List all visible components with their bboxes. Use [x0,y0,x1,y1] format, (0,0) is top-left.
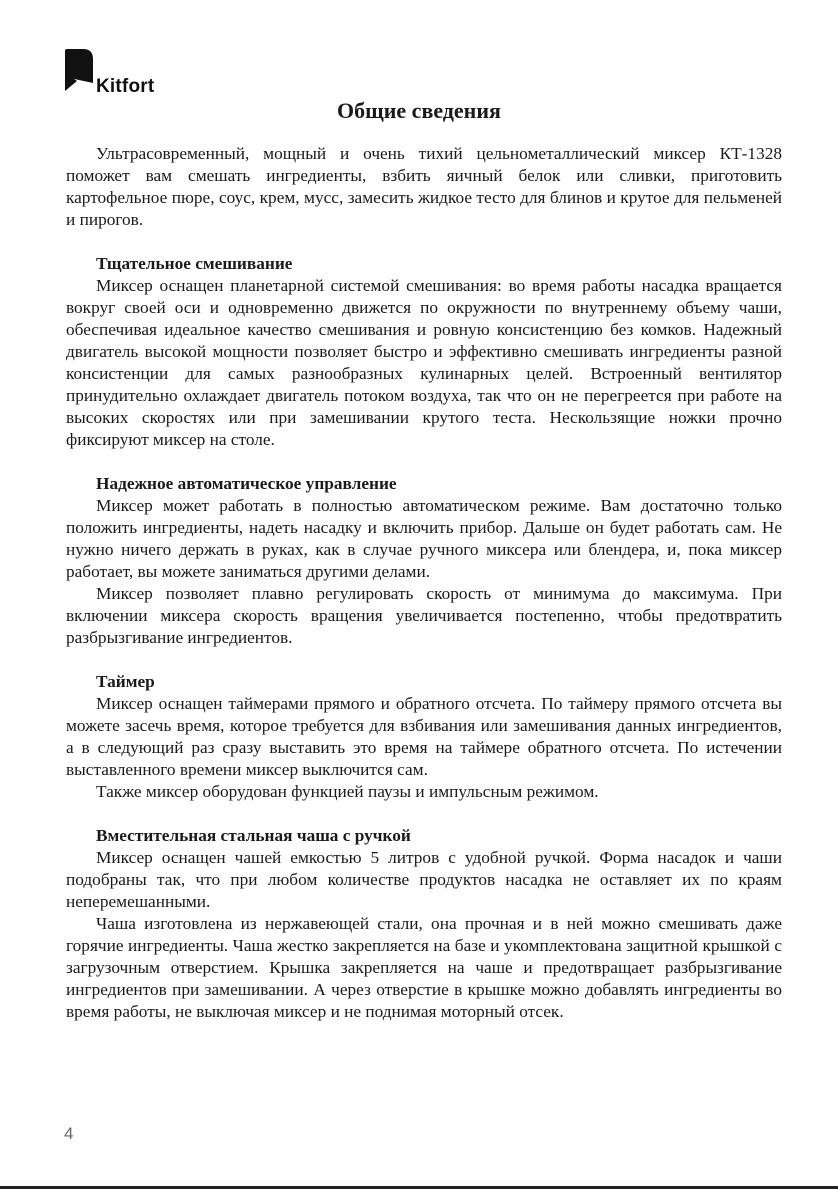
section-mixing-paragraph: Миксер оснащен планетарной системой смешивания: во время работы насадка вращается вокруг своей оси и одновременно движется по окружности по внутреннему объему чаши, обеспечивая идеальное качество смешивания и ровную консистенцию без комков. Надежный двигатель высокой мощности позволяет быстро и эффективно смешивать ингредиенты разной консистенции для самых разнообразных кулинарных целей. Встроенный вентилятор принудительно охлаждает двигатель потоком воздуха, так что он не перегреется при работе на высоких скоростях или при замешивании крутого теста. Нескользящие ножки прочно фиксируют миксер на столе. [66,276,782,449]
section-heading-timer: Таймер [96,672,155,691]
section-heading-mixing: Тщательное смешивание [96,254,293,273]
section-bowl-paragraph-1: Миксер оснащен чашей емкостью 5 литров с удобной ручкой. Форма насадок и чаши подобраны так, что при любом количестве продуктов насадка не оставляет их по краям неперемешанными. [66,848,782,911]
document-body [66,143,782,1023]
section-timer-paragraph-2: Также миксер оборудован функцией паузы и импульсным режимом. [96,782,599,801]
section-heading-auto-control: Надежное автоматическое управление [96,474,397,493]
section-bowl-paragraph-2: Чаша изготовлена из нержавеющей стали, она прочная и в ней можно смешивать даже горячие ингредиенты. Чаша жестко закрепляется на базе и укомплектована защитной крышкой с загрузочным отверстием. Крышка закрепляется на чаше и предотвращает разбрызгивание ингредиентов при замешивании. А через отверстие в крышке можно добавлять ингредиенты во время работы, не выключая миксер и не поднимая моторный отсек. [66,914,782,1021]
brand-logo [63,47,173,97]
section-heading-bowl: Вместительная стальная чаша с ручкой [96,826,411,845]
page-title: Общие сведения [337,98,501,123]
kitfort-logo-icon [63,47,95,95]
section-auto-control-paragraph-2: Миксер позволяет плавно регулировать скорость от минимума до максимума. При включении миксера скорость вращения увеличивается постепенно, чтобы предотвратить разбрызгивание ингредиентов. [66,584,782,647]
brand-name: Kitfort [96,76,155,97]
page-number: 4 [64,1124,74,1143]
section-timer-paragraph-1: Миксер оснащен таймерами прямого и обратного отсчета. По таймеру прямого отсчета вы можете засечь время, которое требуется для взбивания или замешивания данных ингредиентов, а в следующий раз сразу выставить это время на таймере обратного отсчета. По истечении выставленного времени миксер выключится сам. [66,694,782,779]
intro-paragraph: Ультрасовременный, мощный и очень тихий цельнометаллический миксер КТ-1328 поможет вам смешать ингредиенты, взбить яичный белок или сливки, приготовить картофельное пюре, соус, крем, мусс, замесить жидкое тесто для блинов и крутое для пельменей и пирогов. [66,144,782,229]
section-auto-control-paragraph-1: Миксер может работать в полностью автоматическом режиме. Вам достаточно только положить ингредиенты, надеть насадку и включить прибор. Дальше он будет работать сам. Не нужно ничего держать в руках, как в случае ручного миксера или блендера, и, пока миксер работает, вы можете заниматься другими делами. [66,496,782,581]
